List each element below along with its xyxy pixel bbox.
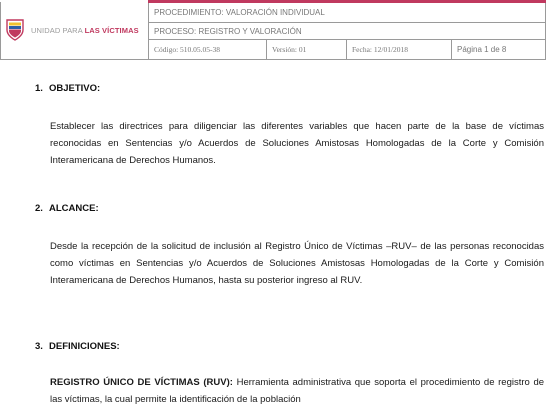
section-body-objetivo: Establecer las directrices para diligenciar las diferentes variables que hacen parte de la base de víctimas reconocidas en Sentencias y/o Acuerdos de Soluciones Amistosas Homologadas de la Corte y Comisión Interamericana de Derechos Humanos.	[50, 121, 544, 166]
logo-cell	[1, 2, 149, 60]
definition-text-ruv: Herramienta administrativa que soporta el procedimiento de registro de las víctimas, la cual permite la identificación de la población	[50, 377, 545, 405]
section-heading-objetivo	[35, 83, 100, 94]
section-title: DEFINICIONES:	[49, 341, 120, 352]
document-header	[0, 0, 546, 60]
section-title: OBJETIVO:	[49, 83, 101, 94]
logo-text	[31, 26, 139, 35]
coat-of-arms-icon	[5, 19, 25, 41]
section-heading-alcance	[35, 203, 99, 214]
definition-term-ruv: REGISTRO ÚNICO DE VÍCTIMAS (RUV):	[50, 377, 233, 388]
codigo-cell: Código: 510.05.05-38	[149, 40, 267, 60]
section-body-alcance: Desde la recepción de la solicitud de inclusión al Registro Único de Víctimas –RUV– de las personas reconocidas como víctimas en Sentencias y/o Acuerdos de Soluciones Amistosas Homologadas de la Corte y Comisión Interamericana de Derechos Humanos, hasta su posterior ingreso al RUV.	[50, 241, 544, 286]
proceso-cell: PROCESO: REGISTRO Y VALORACIÓN	[149, 23, 546, 40]
section-number: 2.	[35, 203, 43, 214]
procedimiento-cell: PROCEDIMIENTO: VALORACIÓN INDIVIDUAL	[149, 2, 546, 23]
section-body-definiciones	[50, 374, 544, 408]
section-heading-definiciones	[35, 341, 120, 352]
section-number: 1.	[35, 83, 43, 94]
section-title: ALCANCE:	[49, 203, 99, 214]
section-number: 3.	[35, 341, 43, 352]
pagina-cell: Página 1 de 8	[452, 40, 546, 60]
logo-text-prefix: UNIDAD PARA	[31, 25, 83, 35]
version-cell: Versión: 01	[267, 40, 347, 60]
logo-text-bold: LAS VÍCTIMAS	[84, 25, 139, 35]
fecha-cell: Fecha: 12/01/2018	[347, 40, 452, 60]
unidad-victimas-logo	[5, 19, 144, 41]
